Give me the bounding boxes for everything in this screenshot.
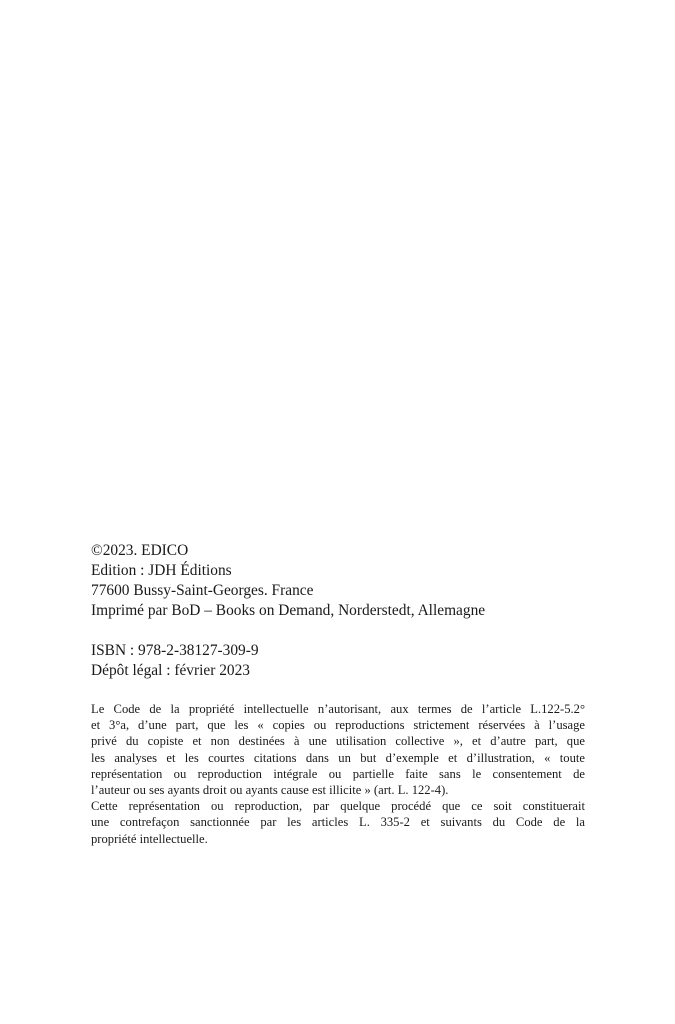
notice-line: Cette représentation ou reproduction, par quelque procédé que ce soit constituerait bbox=[91, 799, 585, 814]
address-line: 77600 Bussy-Saint-Georges. France bbox=[91, 582, 314, 599]
isbn-line: ISBN : 978-2-38127-309-9 bbox=[91, 642, 259, 659]
notice-line: propriété intellectuelle. bbox=[91, 831, 208, 846]
notice-line: et 3°a, d’une part, que les « copies ou reproductions strictement réservées à l’usage bbox=[91, 718, 585, 733]
copyright-notice bbox=[91, 701, 585, 847]
imprint-page bbox=[91, 541, 585, 847]
notice-line: privé du copiste et non destinées à une utilisation collective », et d’autre part, que bbox=[91, 734, 585, 749]
notice-line: l’auteur ou ses ayants droit ou ayants cause est illicite » (art. L. 122-4). bbox=[91, 783, 449, 798]
copyright-line: ©2023. EDICO bbox=[91, 542, 189, 559]
notice-line: les analyses et les courtes citations dans un but d’exemple et d’illustration, « toute bbox=[91, 750, 585, 765]
notice-line: représentation ou reproduction intégrale ou partielle faite sans le consentement de bbox=[91, 766, 585, 781]
legal-deposit-line: Dépôt légal : février 2023 bbox=[91, 662, 250, 679]
edition-line: Edition : JDH Éditions bbox=[91, 562, 232, 579]
notice-line: Le Code de la propriété intellectuelle n’autorisant, aux termes de l’article L.122-5.2° bbox=[91, 702, 585, 716]
legal-identifiers bbox=[91, 641, 585, 681]
notice-line: une contrefaçon sanctionnée par les articles L. 335-2 et suivants du Code de la bbox=[91, 815, 585, 830]
publisher-block bbox=[91, 541, 585, 621]
printer-line: Imprimé par BoD – Books on Demand, Norderstedt, Allemagne bbox=[91, 602, 486, 619]
